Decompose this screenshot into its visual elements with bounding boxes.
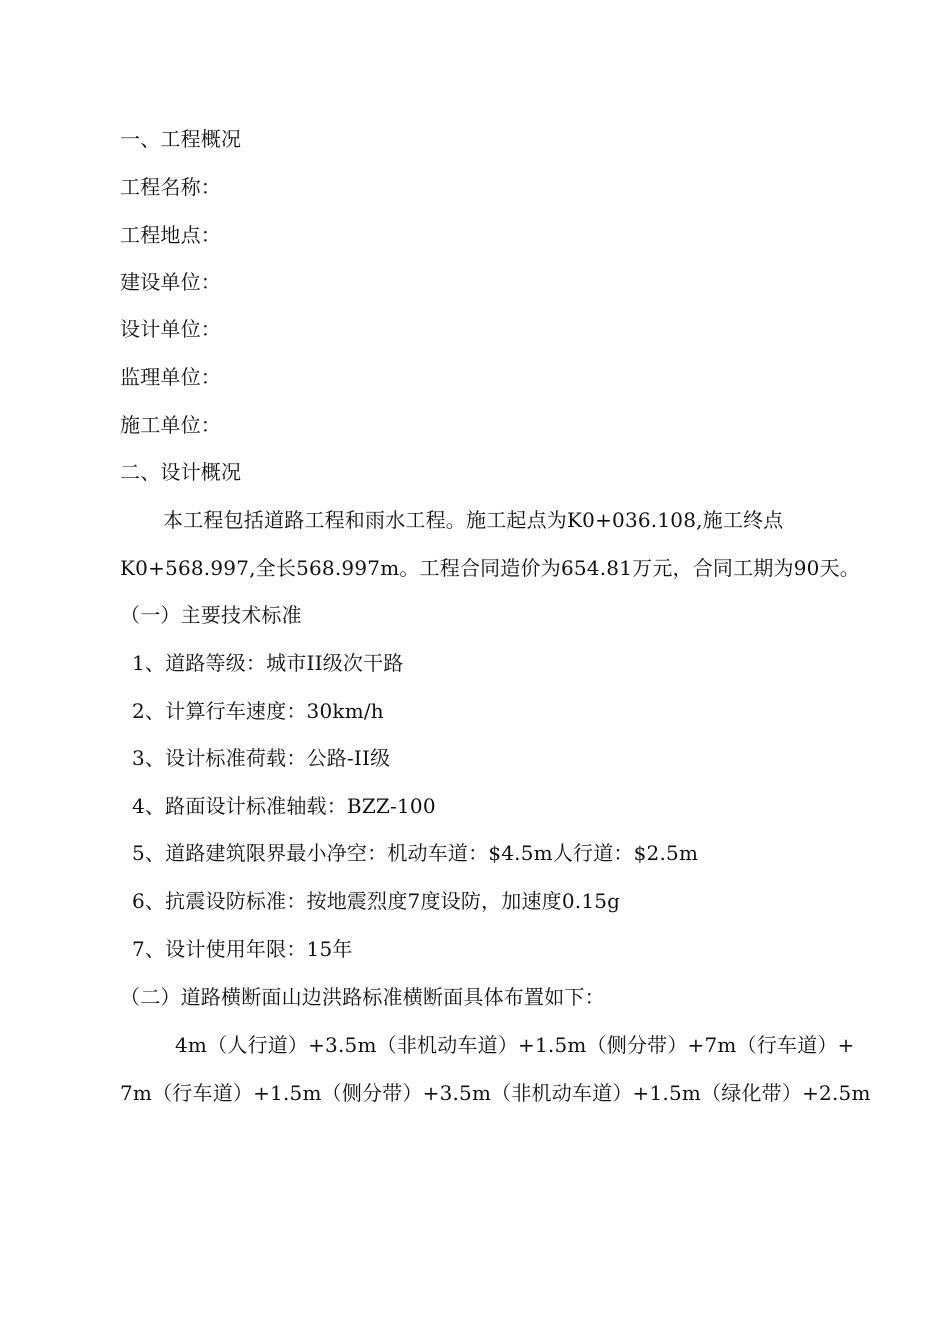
standard-item-6: 6、抗震设防标准：按地震烈度7度设防，加速度0.15g (132, 889, 621, 913)
design-paragraph-line-2: K0+568.997,全长568.997m。工程合同造价为654.81万元，合同工期为90天。 (120, 556, 860, 580)
standard-item-1: 1、道路等级：城市II级次干路 (132, 651, 404, 675)
field-project-name: 工程名称： (120, 175, 221, 199)
standard-item-2: 2、计算行车速度：30km/h (132, 699, 384, 723)
field-construction-unit: 施工单位： (120, 413, 221, 437)
field-project-location: 工程地点： (120, 223, 221, 247)
field-owner-unit: 建设单位： (120, 270, 221, 294)
section-heading-overview: 一、工程概况 (120, 127, 242, 151)
cross-section-line-2: 7m（行车道）+1.5m（侧分带）+3.5m（非机动车道）+1.5m（绿化带）+2.5m (120, 1081, 871, 1105)
subheading-technical-standards: （一）主要技术标准 (120, 603, 302, 627)
field-design-unit: 设计单位： (120, 317, 221, 341)
standard-item-7: 7、设计使用年限：15年 (132, 937, 353, 961)
section-heading-design: 二、设计概况 (120, 460, 242, 484)
standard-item-3: 3、设计标准荷载：公路-II级 (132, 746, 391, 770)
standard-item-4: 4、路面设计标准轴载：BZZ-100 (132, 794, 436, 818)
subheading-cross-section: （二）道路横断面山边洪路标准横断面具体布置如下： (120, 985, 605, 1009)
field-supervision-unit: 监理单位： (120, 365, 221, 389)
cross-section-line-1: 4m（人行道）+3.5m（非机动车道）+1.5m（侧分带）+7m（行车道）+ (175, 1033, 855, 1057)
design-paragraph-line-1: 本工程包括道路工程和雨水工程。施工起点为K0+036.108,施工终点 (163, 508, 784, 532)
standard-item-5: 5、道路建筑限界最小净空：机动车道：$4.5m人行道：$2.5m (132, 841, 699, 865)
